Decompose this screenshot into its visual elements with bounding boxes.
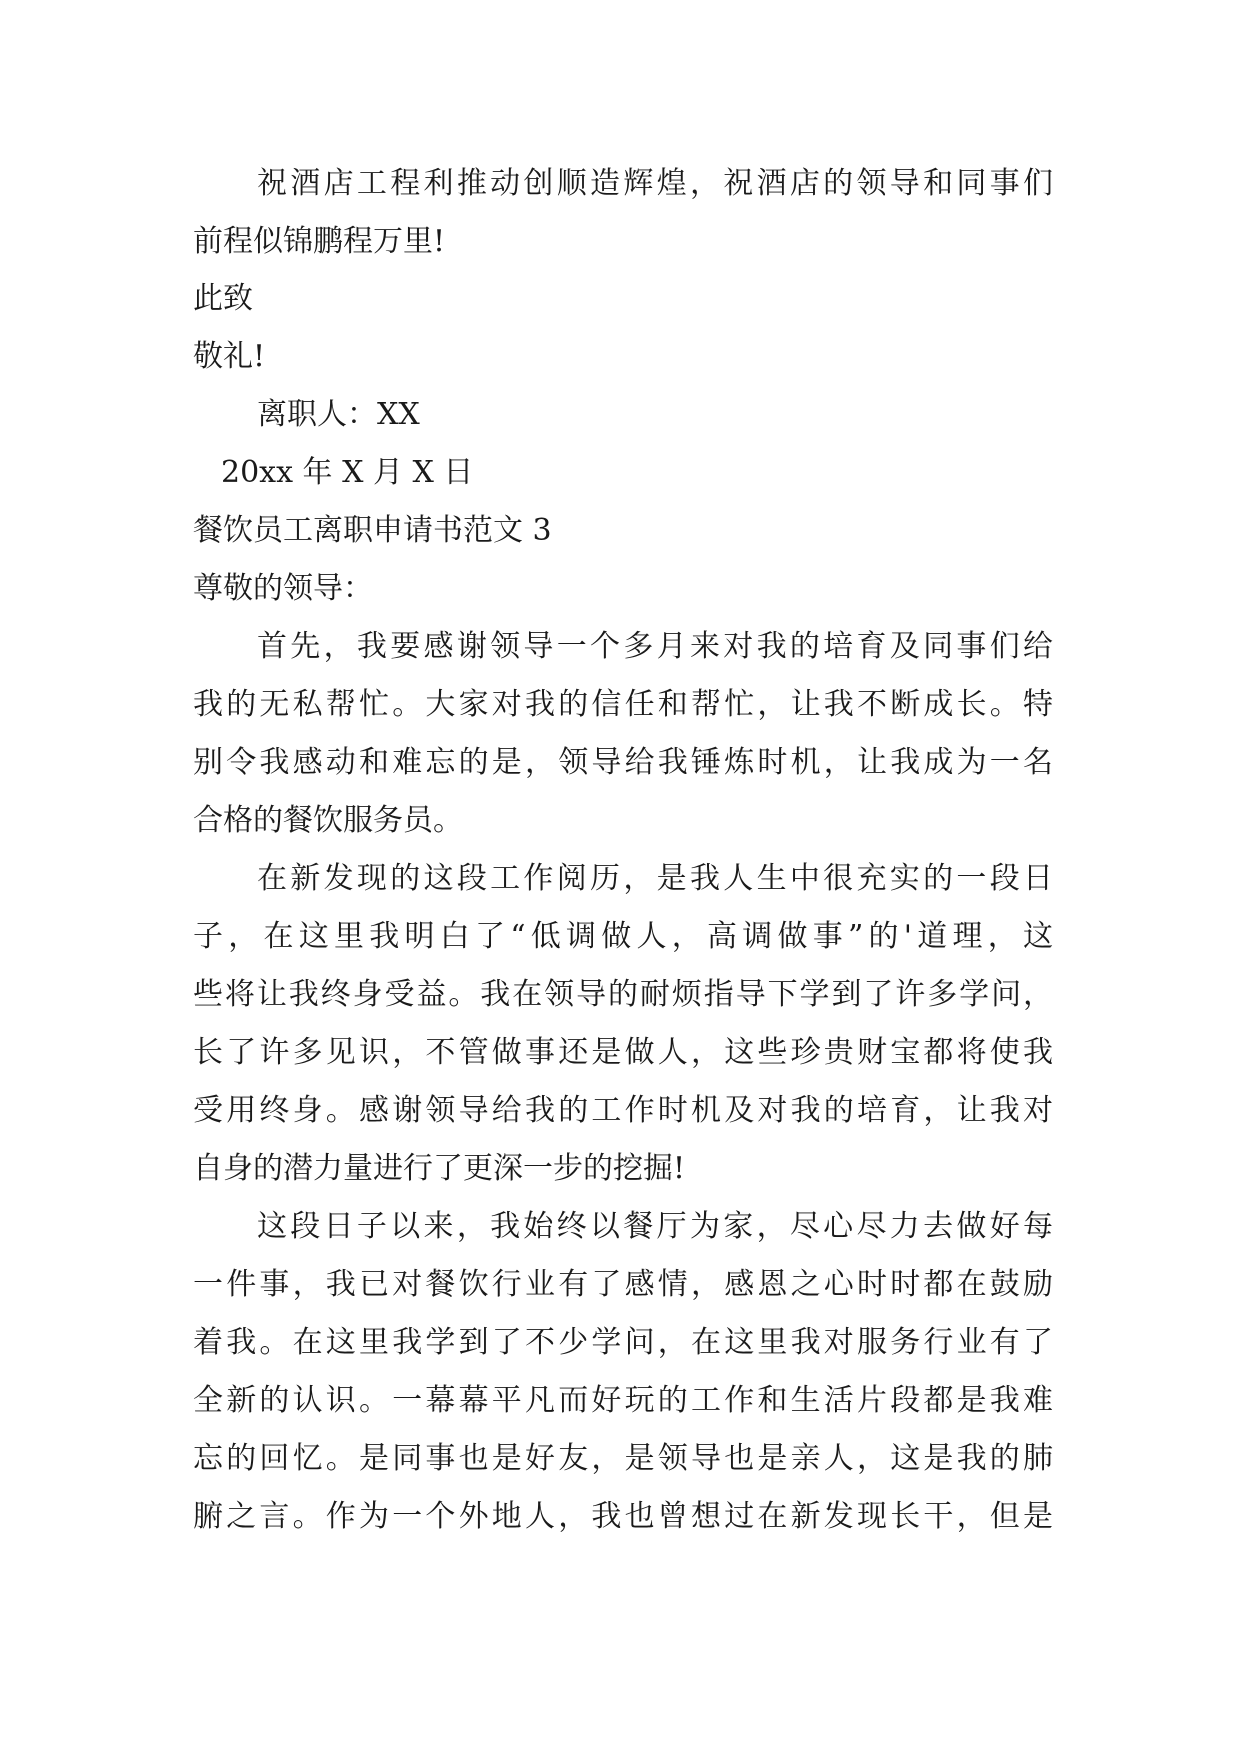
text-line: 自身的潜力量进行了更深一步的挖掘! [193, 1151, 686, 1186]
text-line: 着我。在这里我学到了不少学问，在这里我对服务行业有了 [193, 1325, 1053, 1360]
section-title: 餐饮员工离职申请书范文 3 [193, 513, 552, 548]
closing-line: 此致 [193, 281, 253, 316]
text-line: 我的无私帮忙。大家对我的信任和帮忙，让我不断成长。特 [193, 687, 1053, 722]
text-line: 长了许多见识，不管做事还是做人，这些珍贵财宝都将使我 [193, 1035, 1053, 1070]
text-line: 祝酒店工程利推动创顺造辉煌，祝酒店的领导和同事们 [257, 166, 1053, 201]
salutation: 尊敬的领导： [193, 571, 373, 606]
text-line: 首先，我要感谢领导一个多月来对我的培育及同事们给 [257, 629, 1053, 664]
text-line: 受用终身。感谢领导给我的工作时机及对我的培育，让我对 [193, 1093, 1053, 1128]
text-line: 些将让我终身受益。我在领导的耐烦指导下学到了许多学问， [193, 977, 1053, 1012]
closing-line: 敬礼! [193, 339, 266, 374]
text-line: 腑之言。作为一个外地人，我也曾想过在新发现长干，但是 [193, 1499, 1053, 1534]
signature-name: 离职人：XX [257, 397, 420, 432]
text-line: 在新发现的这段工作阅历，是我人生中很充实的一段日 [257, 861, 1053, 896]
text-line: 合格的餐饮服务员。 [193, 803, 463, 838]
text-line: 一件事，我已对餐饮行业有了感情，感恩之心时时都在鼓励 [193, 1267, 1053, 1302]
text-line: 忘的回忆。是同事也是好友，是领导也是亲人，这是我的肺 [193, 1441, 1053, 1476]
text-line: 子，在这里我明白了“低调做人，高调做事”的'道理，这 [193, 919, 1053, 954]
text-line: 别令我感动和难忘的是，领导给我锤炼时机，让我成为一名 [193, 745, 1053, 780]
text-line: 全新的认识。一幕幕平凡而好玩的工作和生活片段都是我难 [193, 1383, 1053, 1418]
signature-date: 20xx 年 X 月 X 日 [221, 455, 474, 490]
text-line: 前程似锦鹏程万里! [193, 224, 446, 259]
text-line: 这段日子以来，我始终以餐厅为家，尽心尽力去做好每 [257, 1209, 1053, 1244]
